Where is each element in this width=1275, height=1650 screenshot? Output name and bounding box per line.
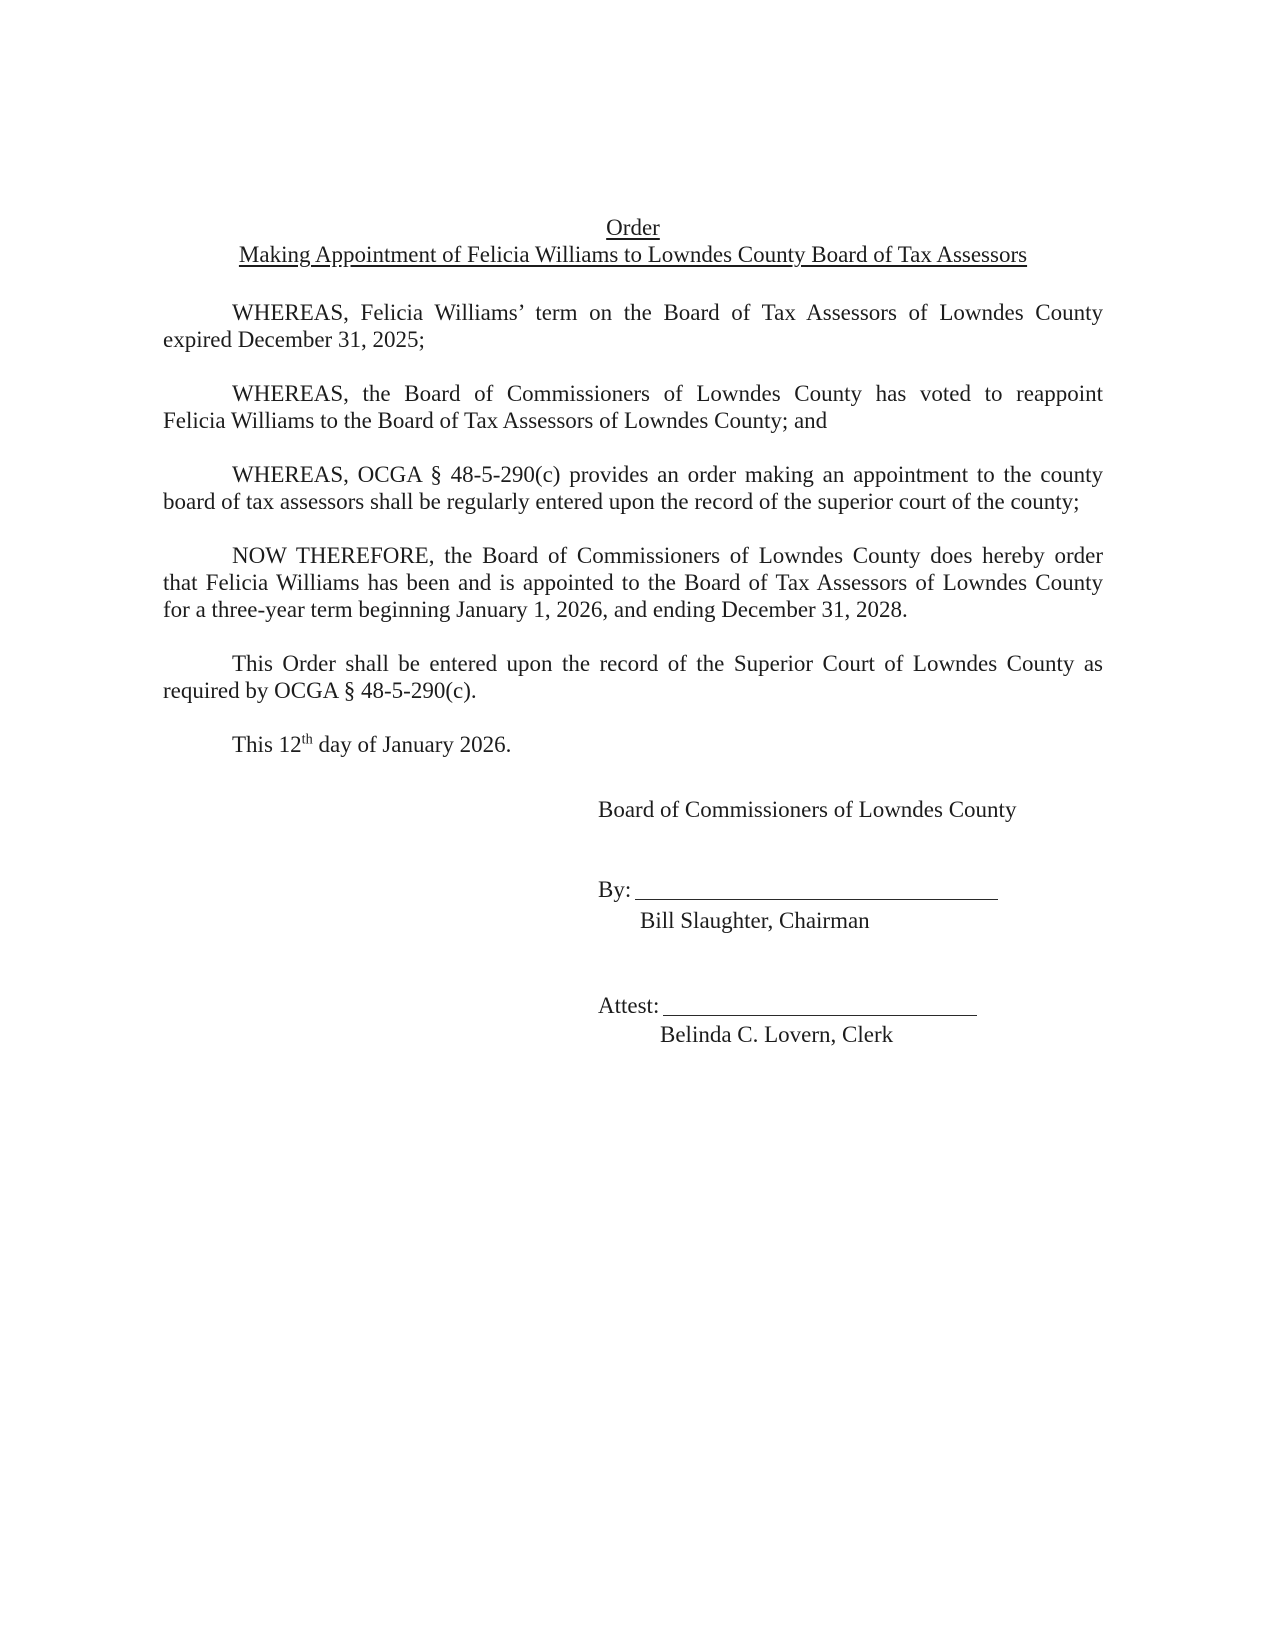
paragraph-line: that Felicia Williams has been and is appointed to the Board of Tax Assessors of Lowndes County xyxy=(163,570,1103,595)
attest-label: Attest: xyxy=(598,993,660,1018)
paragraph-line: WHEREAS, OCGA § 48-5-290(c) provides an order making an appointment to the county xyxy=(232,462,1103,487)
clerk-name: Belinda C. Lovern, Clerk xyxy=(660,1022,894,1047)
document-title xyxy=(163,214,1103,241)
paragraph-line: WHEREAS, Felicia Williams’ term on the Board of Tax Assessors of Lowndes County xyxy=(232,300,1103,325)
signature-block xyxy=(598,796,1103,1048)
paragraph-line: This Order shall be entered upon the record of the Superior Court of Lowndes County as xyxy=(232,651,1103,676)
document-content xyxy=(163,214,1103,1048)
by-signature-rule xyxy=(635,875,998,900)
by-label: By: xyxy=(598,877,632,902)
document-title-text: Order xyxy=(606,215,660,240)
paragraph-line: expired December 31, 2025; xyxy=(163,327,425,352)
paragraph-line: WHEREAS, the Board of Commissioners of Lowndes County has voted to reappoint xyxy=(232,381,1103,406)
ordinal-superscript: th xyxy=(301,731,313,748)
signature-organization: Board of Commissioners of Lowndes County xyxy=(598,797,1017,822)
paragraph-line: Felicia Williams to the Board of Tax Assessors of Lowndes County; and xyxy=(163,408,828,433)
paragraph-line: NOW THEREFORE, the Board of Commissioners of Lowndes County does hereby order xyxy=(232,543,1103,568)
paragraph-order-entry xyxy=(163,650,1103,704)
paragraph-line: for a three-year term beginning January 1, 2026, and ending December 31, 2028. xyxy=(163,597,908,622)
document-subtitle-text: Making Appointment of Felicia Williams to Lowndes County Board of Tax Assessors xyxy=(238,242,1028,267)
chairman-name: Bill Slaughter, Chairman xyxy=(640,908,870,933)
paragraph-now-therefore xyxy=(163,542,1103,623)
paragraph-line: board of tax assessors shall be regularly entered upon the record of the superior court of the county; xyxy=(163,489,1080,514)
paragraph-line: required by OCGA § 48-5-290(c). xyxy=(163,678,477,703)
date-line-suffix: day of January 2026. xyxy=(312,732,512,757)
by-signature-row xyxy=(598,872,1103,903)
document-subtitle xyxy=(163,241,1103,268)
paragraph-whereas-1 xyxy=(163,299,1103,353)
date-line xyxy=(163,731,1103,758)
attest-signature-row xyxy=(598,988,1103,1019)
paragraph-whereas-3 xyxy=(163,461,1103,515)
date-line-prefix: This 12 xyxy=(232,732,302,757)
paragraph-whereas-2 xyxy=(163,380,1103,434)
attest-signature-rule xyxy=(663,991,977,1016)
